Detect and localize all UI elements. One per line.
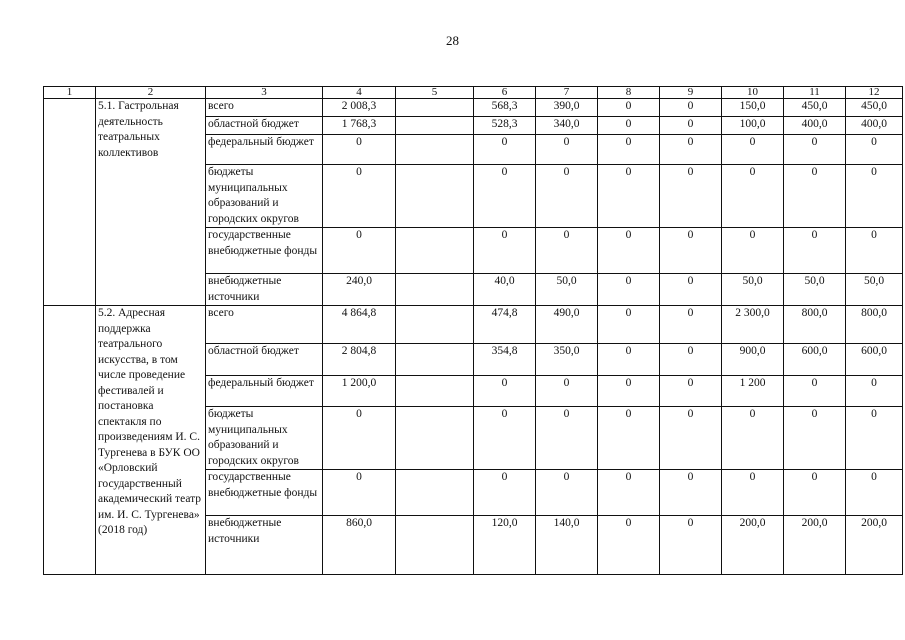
value-cell: 2 804,8 [323, 344, 396, 376]
value-cell: 0 [536, 165, 598, 228]
value-cell: 0 [784, 165, 846, 228]
budget-table [43, 86, 903, 575]
value-cell: 340,0 [536, 117, 598, 135]
value-cell: 0 [846, 165, 903, 228]
value-cell: 600,0 [784, 344, 846, 376]
value-cell: 0 [323, 135, 396, 165]
value-cell: 200,0 [784, 516, 846, 575]
column-header: 10 [722, 87, 784, 99]
value-cell: 0 [660, 135, 722, 165]
column-header: 9 [660, 87, 722, 99]
value-cell: 0 [323, 228, 396, 274]
value-cell: 0 [598, 274, 660, 306]
funding-source-label: областной бюджет [206, 117, 323, 135]
value-cell [396, 135, 474, 165]
funding-source-label: областной бюджет [206, 344, 323, 376]
value-cell: 0 [846, 135, 903, 165]
value-cell: 0 [660, 516, 722, 575]
value-cell: 528,3 [474, 117, 536, 135]
value-cell: 0 [598, 470, 660, 516]
value-cell: 40,0 [474, 274, 536, 306]
value-cell: 800,0 [784, 306, 846, 344]
funding-source-label: бюджеты муниципальных образований и городских округов [206, 165, 323, 228]
program-title: 5.1. Гастрольная деятельность театральных коллективов [96, 99, 206, 306]
value-cell [396, 407, 474, 470]
column-header: 1 [44, 87, 96, 99]
value-cell: 0 [784, 407, 846, 470]
value-cell: 0 [598, 516, 660, 575]
value-cell: 0 [784, 228, 846, 274]
value-cell: 0 [722, 228, 784, 274]
funding-source-label: государственные внебюджетные фонды [206, 228, 323, 274]
column-header: 11 [784, 87, 846, 99]
value-cell: 0 [722, 470, 784, 516]
value-cell: 350,0 [536, 344, 598, 376]
header-row [44, 87, 903, 99]
value-cell: 0 [323, 165, 396, 228]
value-cell: 0 [660, 99, 722, 117]
value-cell: 450,0 [846, 99, 903, 117]
column-header: 8 [598, 87, 660, 99]
value-cell: 140,0 [536, 516, 598, 575]
value-cell: 150,0 [722, 99, 784, 117]
value-cell: 0 [660, 306, 722, 344]
page-number: 28 [446, 33, 459, 48]
value-cell: 0 [784, 470, 846, 516]
value-cell [396, 306, 474, 344]
value-cell: 0 [722, 135, 784, 165]
table-row [44, 99, 903, 117]
program-title: 5.2. Адресная поддержка театрального искусства, в том числе проведение фестивалей и постановка спектакля по произведениям И. С. Тургенева в БУК ОО «Орловский государственный академический театр им. И. С. Тургенева» (2018 год) [96, 306, 206, 575]
value-cell: 0 [598, 306, 660, 344]
value-cell: 200,0 [846, 516, 903, 575]
value-cell: 0 [474, 470, 536, 516]
column-header: 5 [396, 87, 474, 99]
value-cell: 0 [660, 470, 722, 516]
value-cell: 0 [660, 117, 722, 135]
value-cell: 0 [846, 228, 903, 274]
value-cell: 1 200,0 [323, 376, 396, 407]
value-cell: 0 [660, 228, 722, 274]
value-cell [396, 99, 474, 117]
value-cell: 0 [660, 165, 722, 228]
value-cell: 0 [598, 228, 660, 274]
value-cell [396, 376, 474, 407]
funding-source-label: государственные внебюджетные фонды [206, 470, 323, 516]
value-cell [396, 344, 474, 376]
funding-source-label: внебюджетные источники [206, 516, 323, 575]
value-cell: 0 [598, 344, 660, 376]
value-cell: 0 [323, 470, 396, 516]
value-cell: 0 [846, 470, 903, 516]
value-cell: 0 [722, 407, 784, 470]
value-cell [396, 228, 474, 274]
value-cell: 1 768,3 [323, 117, 396, 135]
value-cell: 0 [660, 407, 722, 470]
value-cell [396, 117, 474, 135]
value-cell: 50,0 [784, 274, 846, 306]
value-cell: 0 [784, 135, 846, 165]
value-cell: 400,0 [846, 117, 903, 135]
column-header: 2 [96, 87, 206, 99]
column-header: 3 [206, 87, 323, 99]
column-header: 6 [474, 87, 536, 99]
value-cell: 0 [536, 135, 598, 165]
value-cell: 0 [660, 274, 722, 306]
value-cell: 0 [474, 376, 536, 407]
value-cell: 0 [536, 407, 598, 470]
value-cell [396, 165, 474, 228]
value-cell: 450,0 [784, 99, 846, 117]
value-cell: 0 [846, 407, 903, 470]
value-cell: 0 [323, 407, 396, 470]
value-cell: 490,0 [536, 306, 598, 344]
value-cell: 900,0 [722, 344, 784, 376]
value-cell: 0 [660, 376, 722, 407]
value-cell: 1 200 [722, 376, 784, 407]
value-cell: 240,0 [323, 274, 396, 306]
value-cell: 0 [846, 376, 903, 407]
value-cell: 354,8 [474, 344, 536, 376]
funding-source-label: федеральный бюджет [206, 135, 323, 165]
program-number-cell [44, 99, 96, 306]
value-cell: 600,0 [846, 344, 903, 376]
value-cell: 800,0 [846, 306, 903, 344]
value-cell: 0 [598, 165, 660, 228]
value-cell: 568,3 [474, 99, 536, 117]
column-header: 4 [323, 87, 396, 99]
value-cell: 0 [536, 376, 598, 407]
value-cell: 120,0 [474, 516, 536, 575]
program-number-cell [44, 306, 96, 575]
table-row [44, 306, 903, 344]
value-cell: 0 [474, 407, 536, 470]
value-cell: 0 [660, 344, 722, 376]
value-cell: 50,0 [722, 274, 784, 306]
funding-source-label: федеральный бюджет [206, 376, 323, 407]
value-cell: 0 [474, 228, 536, 274]
value-cell: 4 864,8 [323, 306, 396, 344]
value-cell: 0 [536, 228, 598, 274]
value-cell: 2 300,0 [722, 306, 784, 344]
value-cell [396, 516, 474, 575]
value-cell: 0 [474, 165, 536, 228]
value-cell: 0 [784, 376, 846, 407]
value-cell: 0 [474, 135, 536, 165]
value-cell: 0 [722, 165, 784, 228]
value-cell [396, 470, 474, 516]
column-header: 7 [536, 87, 598, 99]
funding-source-label: бюджеты муниципальных образований и городских округов [206, 407, 323, 470]
value-cell: 0 [598, 135, 660, 165]
table-body [44, 99, 903, 575]
value-cell: 0 [598, 117, 660, 135]
value-cell: 860,0 [323, 516, 396, 575]
value-cell: 100,0 [722, 117, 784, 135]
column-header: 12 [846, 87, 903, 99]
value-cell: 50,0 [536, 274, 598, 306]
value-cell: 474,8 [474, 306, 536, 344]
value-cell [396, 274, 474, 306]
funding-source-label: внебюджетные источники [206, 274, 323, 306]
value-cell: 0 [536, 470, 598, 516]
value-cell: 200,0 [722, 516, 784, 575]
value-cell: 400,0 [784, 117, 846, 135]
funding-source-label: всего [206, 306, 323, 344]
value-cell: 2 008,3 [323, 99, 396, 117]
value-cell: 390,0 [536, 99, 598, 117]
value-cell: 50,0 [846, 274, 903, 306]
value-cell: 0 [598, 376, 660, 407]
value-cell: 0 [598, 99, 660, 117]
funding-source-label: всего [206, 99, 323, 117]
value-cell: 0 [598, 407, 660, 470]
